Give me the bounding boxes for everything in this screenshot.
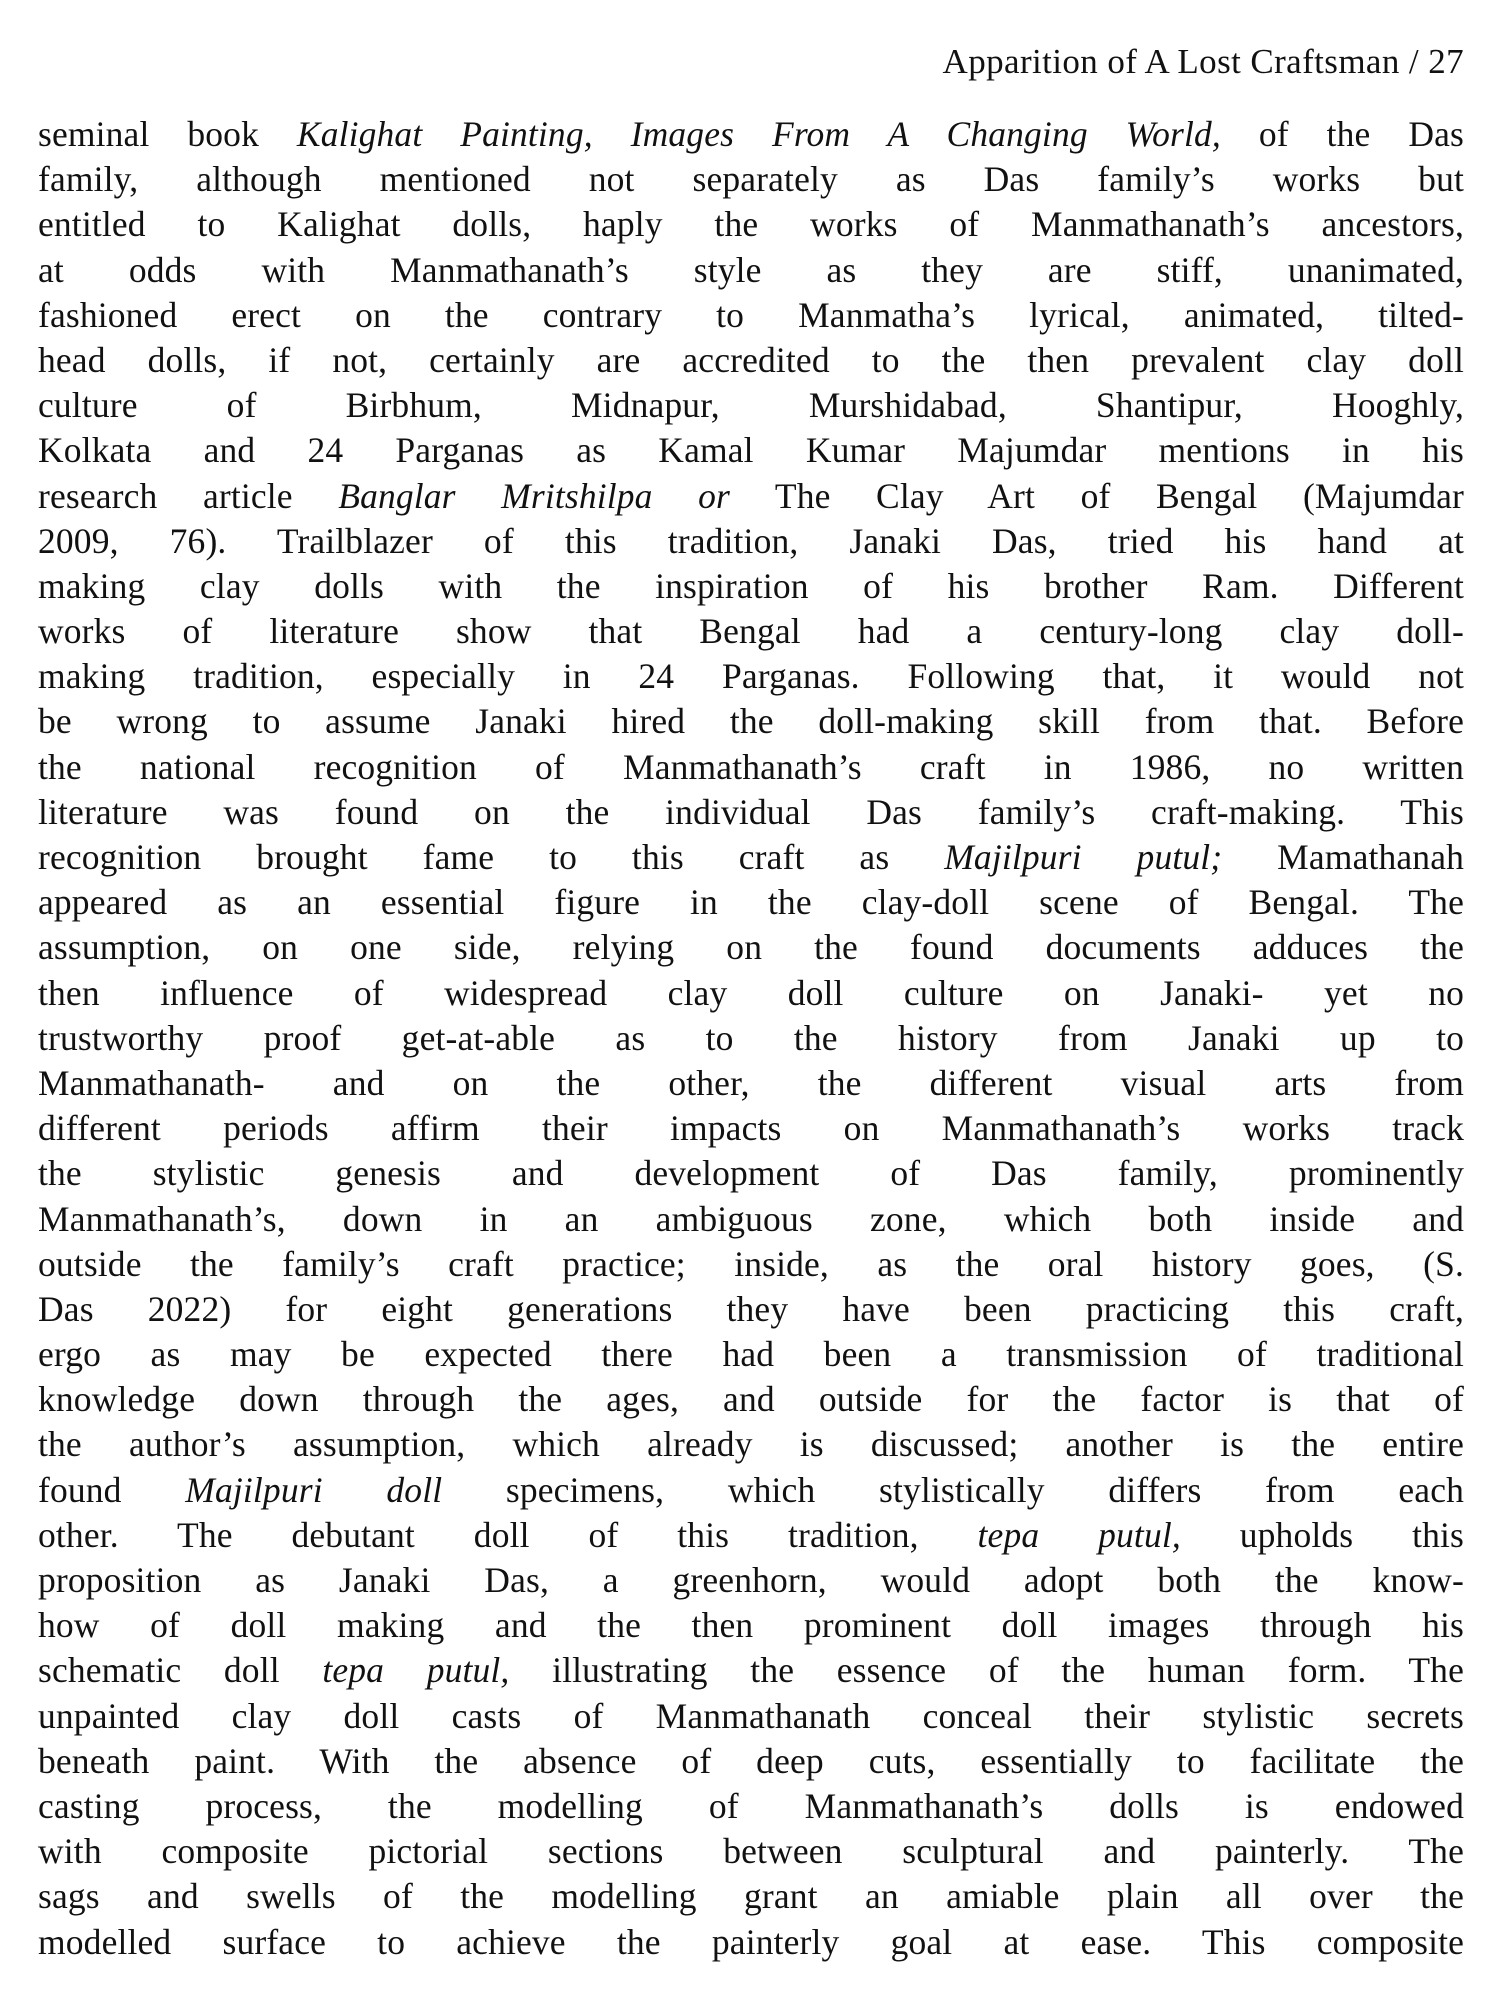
text-run: Manmathanath- and on the other, the different visual arts from: [38, 1062, 1464, 1103]
text-line: [38, 654, 1464, 699]
text-line: [38, 1061, 1464, 1106]
text-line: [38, 1377, 1464, 1422]
text-line: [38, 699, 1464, 744]
text-line: [38, 1197, 1464, 1242]
text-line: [38, 338, 1464, 383]
text-run: making tradition, especially in 24 Parganas. Following that, it would not: [38, 656, 1464, 697]
text-line: [38, 925, 1464, 970]
text-line: [38, 1739, 1464, 1784]
text-run: Kolkata and 24 Parganas as Kamal Kumar Majumdar mentions in his: [38, 430, 1464, 471]
text-line: [38, 202, 1464, 247]
text-line: [38, 293, 1464, 338]
text-run: casting process, the modelling of Manmathanath’s dolls is endowed: [38, 1785, 1464, 1826]
text-line: [38, 1016, 1464, 1061]
text-line: [38, 880, 1464, 925]
text-run: upholds this: [1180, 1514, 1465, 1555]
text-line: [38, 609, 1464, 654]
text-line: [38, 519, 1464, 564]
text-run: literature was found on the individual Das family’s craft-making. This: [38, 791, 1464, 832]
italic-title: tepa putul,: [977, 1514, 1181, 1555]
text-line: [38, 835, 1464, 880]
text-run: Mamathanah: [1222, 837, 1464, 877]
text-line: [38, 790, 1464, 835]
text-run: modelled surface to achieve the painterly goal at ease. This composite: [38, 1921, 1464, 1962]
text-run: family, although mentioned not separately as Das family’s works but: [38, 159, 1464, 200]
text-run: knowledge down through the ages, and outside for the factor is that of: [38, 1379, 1464, 1420]
text-run: works of literature show that Bengal had a century-long clay doll-: [38, 611, 1464, 652]
text-run: illustrating the essence of the human form. The: [509, 1650, 1464, 1691]
text-line: [38, 112, 1464, 157]
text-run: different periods affirm their impacts on Manmathanath’s works track: [38, 1108, 1464, 1149]
text-run: The Clay Art of Bengal (Majumdar: [729, 475, 1464, 516]
text-run: sags and swells of the modelling grant an amiable plain all over the: [38, 1876, 1464, 1917]
text-run: head dolls, if not, certainly are accredited to the then prevalent clay doll: [38, 339, 1464, 380]
text-line: [38, 1242, 1464, 1287]
text-run: specimens, which stylistically differs from each: [442, 1469, 1464, 1510]
text-line: [38, 248, 1464, 293]
text-line: [38, 1784, 1464, 1829]
text-run: with composite pictorial sections between sculptural and painterly. The: [38, 1831, 1464, 1872]
text-line: [38, 1603, 1464, 1648]
text-run: trustworthy proof get-at-able as to the history from Janaki up to: [38, 1017, 1464, 1058]
text-run: ergo as may be expected there had been a transmission of traditional: [38, 1334, 1464, 1375]
italic-title: Banglar Mritshilpa or: [338, 475, 730, 516]
text-run: of the Das: [1220, 114, 1464, 154]
text-line: [38, 1648, 1464, 1693]
text-run: proposition as Janaki Das, a greenhorn, would adopt both the know-: [38, 1560, 1464, 1600]
text-run: assumption, on one side, relying on the found documents adduces the: [38, 927, 1464, 968]
text-run: other. The debutant doll of this tradition,: [38, 1514, 978, 1555]
text-run: making clay dolls with the inspiration of his brother Ram. Different: [38, 565, 1464, 606]
text-line: [38, 745, 1464, 790]
text-line: [38, 1422, 1464, 1467]
text-line: [38, 1332, 1464, 1377]
text-run: outside the family’s craft practice; inside, as the oral history goes, (S.: [38, 1243, 1464, 1284]
text-run: seminal book: [38, 114, 297, 154]
text-run: the stylistic genesis and development of Das family, prominently: [38, 1153, 1464, 1194]
body-paragraph: [38, 112, 1464, 1965]
text-line: [38, 1513, 1464, 1558]
text-run: the author’s assumption, which already is discussed; another is the entire: [38, 1424, 1464, 1465]
italic-title: tepa putul,: [322, 1650, 510, 1691]
text-line: [38, 1920, 1464, 1965]
text-run: beneath paint. With the absence of deep cuts, essentially to facilitate the: [38, 1740, 1464, 1781]
text-run: culture of Birbhum, Midnapur, Murshidabad, Shantipur, Hooghly,: [38, 385, 1464, 426]
text-run: be wrong to assume Janaki hired the doll-making skill from that. Before: [38, 701, 1464, 742]
text-line: [38, 564, 1464, 609]
text-run: then influence of widespread clay doll culture on Janaki- yet no: [38, 972, 1464, 1013]
text-line: [38, 1694, 1464, 1739]
text-line: [38, 1874, 1464, 1919]
text-run: recognition brought fame to this craft as: [38, 837, 945, 877]
running-head: Apparition of A Lost Craftsman / 27: [942, 42, 1464, 81]
italic-title: Kalighat Painting, Images From A Changing World,: [296, 114, 1221, 154]
text-run: Das 2022) for eight generations they have been practicing this craft,: [38, 1288, 1464, 1329]
text-line: [38, 1829, 1464, 1874]
text-run: schematic doll: [38, 1650, 323, 1691]
text-line: [38, 428, 1464, 473]
text-run: fashioned erect on the contrary to Manmatha’s lyrical, animated, tilted-: [38, 294, 1464, 335]
text-line: [38, 1106, 1464, 1151]
text-line: [38, 1558, 1464, 1603]
text-run: how of doll making and the then prominent doll images through his: [38, 1605, 1464, 1646]
text-line: [38, 1151, 1464, 1196]
text-line: [38, 1468, 1464, 1513]
text-run: Manmathanath’s, down in an ambiguous zone, which both inside and: [38, 1198, 1464, 1239]
text-line: [38, 971, 1464, 1016]
italic-title: Majilpuri doll: [185, 1469, 443, 1510]
text-run: unpainted clay doll casts of Manmathanath conceal their stylistic secrets: [38, 1695, 1464, 1736]
text-run: found: [38, 1469, 186, 1510]
text-run: appeared as an essential figure in the clay-doll scene of Bengal. The: [38, 882, 1464, 923]
text-run: 2009, 76). Trailblazer of this tradition, Janaki Das, tried his hand at: [38, 520, 1464, 561]
italic-title: Majilpuri putul;: [944, 837, 1223, 877]
text-line: [38, 1287, 1464, 1332]
text-run: the national recognition of Manmathanath’s craft in 1986, no written: [38, 746, 1464, 787]
text-line: [38, 383, 1464, 428]
text-run: at odds with Manmathanath’s style as they are stiff, unanimated,: [38, 249, 1464, 290]
text-line: [38, 474, 1464, 519]
text-line: [38, 157, 1464, 202]
text-run: entitled to Kalighat dolls, haply the works of Manmathanath’s ancestors,: [38, 204, 1464, 245]
text-run: research article: [38, 475, 339, 516]
